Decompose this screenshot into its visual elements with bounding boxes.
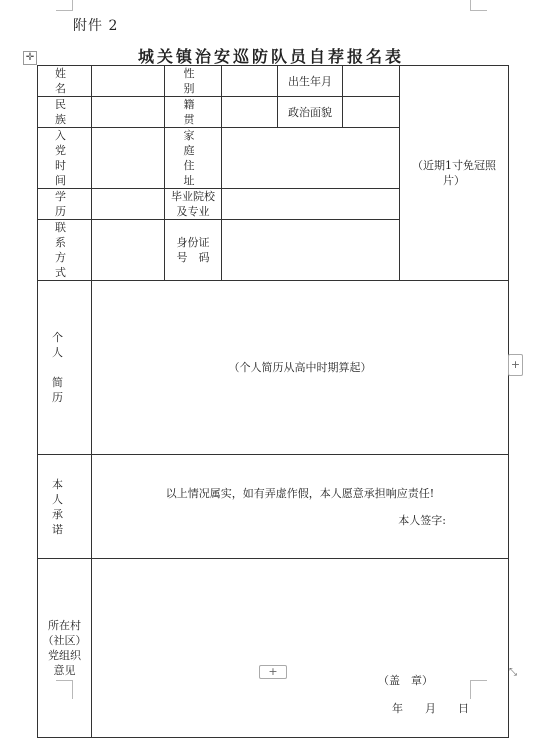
input-gender[interactable]	[222, 66, 278, 97]
input-education[interactable]	[92, 189, 165, 220]
crop-mark-top-right	[470, 0, 487, 11]
pledge-signature-label: 本人签字:	[398, 513, 446, 527]
pledge-text: 以上情况属实，如有弄虚作假，本人愿意承担响应责任!	[165, 486, 435, 500]
resume-area[interactable]	[92, 281, 509, 455]
label-graduated-school: 毕业院校 及专业	[165, 189, 222, 220]
label-political-status: 政治面貌	[278, 97, 343, 128]
label-contact: 联 系 方 式	[38, 220, 92, 281]
input-political-status[interactable]	[343, 97, 400, 128]
pledge-area[interactable]	[92, 455, 509, 559]
date-label: 年 月 日	[392, 702, 469, 715]
input-contact[interactable]	[92, 220, 165, 281]
crop-mark-top-left	[56, 0, 73, 11]
input-native-place[interactable]	[222, 97, 278, 128]
photo-note-line1: （近期1寸免冠照	[412, 159, 496, 172]
table-resize-icon[interactable]: ⤡	[509, 667, 517, 678]
label-pledge: 本 人 承 诺	[38, 455, 92, 559]
label-home-address: 家 庭 住 址	[165, 128, 222, 189]
label-gender: 性 别	[165, 66, 222, 97]
opinion-area[interactable]	[92, 559, 509, 738]
input-ethnicity[interactable]	[92, 97, 165, 128]
input-birth[interactable]	[343, 66, 400, 97]
photo-note-line2: 片）	[443, 174, 465, 187]
input-party-join-time[interactable]	[92, 128, 165, 189]
form-title: 城关镇治安巡防队员自荐报名表	[137, 47, 404, 66]
label-id-number: 身份证 号 码	[165, 220, 222, 281]
label-birth: 出生年月	[278, 66, 343, 97]
input-home-address[interactable]	[222, 128, 400, 189]
label-ethnicity: 民 族	[38, 97, 92, 128]
resume-hint: （个人简历从高中时期算起）	[228, 361, 372, 374]
label-name: 姓 名	[38, 66, 92, 97]
attachment-label: 附件 2	[73, 18, 119, 34]
table-move-handle-icon[interactable]: ✛	[23, 51, 37, 65]
input-id-number[interactable]	[222, 220, 400, 281]
label-education: 学 历	[38, 189, 92, 220]
photo-box[interactable]	[400, 66, 509, 281]
label-party-join-time: 入 党 时 间	[38, 128, 92, 189]
registration-form-table	[37, 65, 509, 738]
input-graduated-school[interactable]	[222, 189, 400, 220]
add-row-icon[interactable]: +	[259, 665, 287, 679]
label-native-place: 籍 贯	[165, 97, 222, 128]
seal-label: （盖 章）	[378, 674, 433, 687]
label-resume: 个 人 简 历	[38, 281, 92, 455]
label-opinion: 所在村 （社区） 党组织 意见	[38, 559, 92, 738]
add-column-icon[interactable]: +	[508, 354, 523, 376]
input-name[interactable]	[92, 66, 165, 97]
